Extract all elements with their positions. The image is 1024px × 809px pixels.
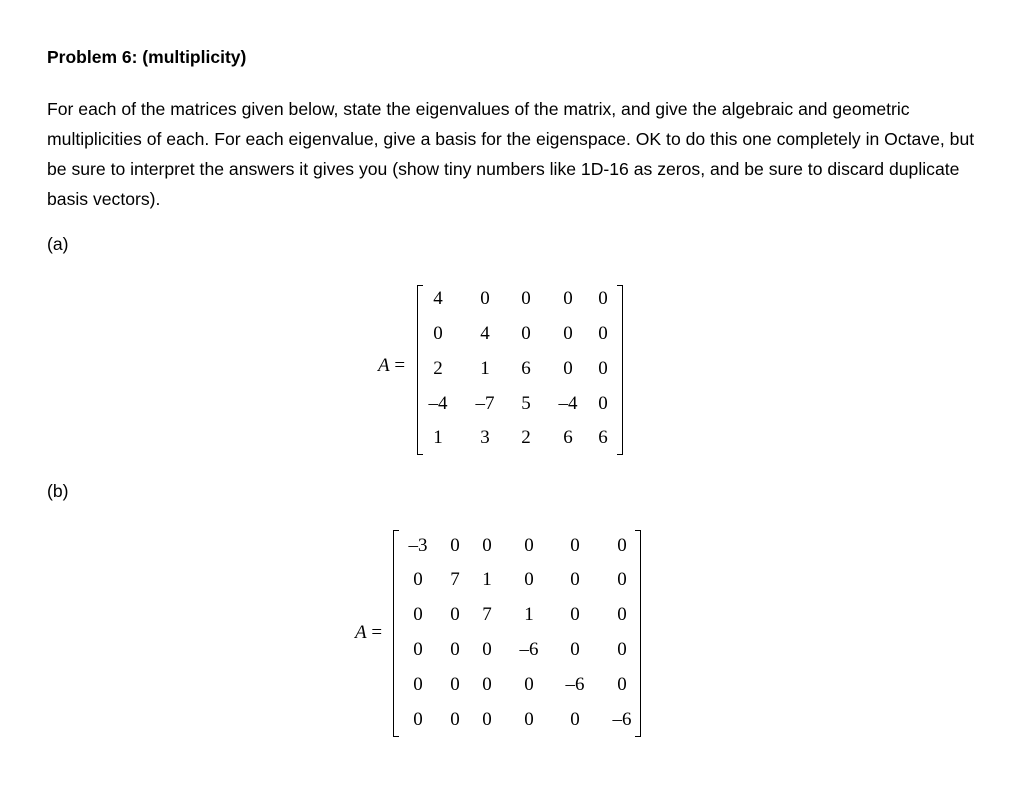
part-b-right-bracket <box>635 530 641 737</box>
part-b-matrix-cell: 0 <box>617 639 627 660</box>
part-b-equation-label <box>355 622 382 644</box>
part-b-matrix-cell: 0 <box>450 535 460 556</box>
part-a-matrix-cell: 0 <box>598 393 608 414</box>
part-b-matrix-cell: 0 <box>482 709 492 730</box>
part-b-matrix-cell: –6 <box>565 674 585 695</box>
part-a-matrix-cell: 0 <box>563 323 573 344</box>
part-b-matrix-cell: 0 <box>413 604 423 625</box>
part-a-matrix-cell: 2 <box>433 358 443 379</box>
problem-instructions: For each of the matrices given below, state the eigenvalues of the matrix, and give the algebraic and geometric multiplicities of each. For each eigenvalue, give a basis for the eigenspace. OK to do this one completely in Octave, but be sure to interpret the answers it gives you (show tiny numbers like 1D-16 as zeros, and be sure to discard duplicate basis vectors). <box>47 99 975 209</box>
part-a-matrix-cell: –4 <box>558 393 578 414</box>
part-a-matrix-cell: 0 <box>480 288 490 309</box>
part-a-matrix-cell: 1 <box>433 427 443 448</box>
part-a-matrix-cell: 0 <box>563 288 573 309</box>
part-b-label: (b) <box>47 481 69 501</box>
part-b-matrix-cell: 0 <box>450 709 460 730</box>
part-b-matrix-cell: 0 <box>482 535 492 556</box>
part-b-matrix <box>393 530 641 737</box>
part-b-matrix-cell: 0 <box>617 535 627 556</box>
part-b-matrix-cell: 0 <box>413 674 423 695</box>
part-b-matrix-cell: 0 <box>570 535 580 556</box>
part-b-matrix-cell: 0 <box>482 674 492 695</box>
part-b-matrix-cell: 0 <box>413 639 423 660</box>
part-b-matrix-cell: 0 <box>482 639 492 660</box>
part-b-matrix-cell: –6 <box>519 639 539 660</box>
part-b-matrix-cell: 0 <box>450 604 460 625</box>
part-b-matrix-cell: 1 <box>524 604 534 625</box>
part-a-matrix-cell: 0 <box>433 323 443 344</box>
part-a-matrix-cell: 6 <box>521 358 531 379</box>
part-b-matrix-cell: 0 <box>524 569 534 590</box>
part-a-label: (a) <box>47 234 69 254</box>
part-a-matrix-cell: 0 <box>598 288 608 309</box>
part-a-matrix-cell: 4 <box>480 323 490 344</box>
part-b-matrix-cell: 0 <box>524 709 534 730</box>
part-b-matrix-cell: 0 <box>450 639 460 660</box>
part-b-matrix-cell: 0 <box>617 569 627 590</box>
part-a-matrix-name: A <box>378 355 390 376</box>
part-b-matrix-cell: 0 <box>450 674 460 695</box>
part-a-matrix-cell: 4 <box>433 288 443 309</box>
part-b-matrix-cell: 0 <box>617 674 627 695</box>
part-b-matrix-cell: 0 <box>524 674 534 695</box>
problem-title: Problem 6: (multiplicity) <box>47 47 247 67</box>
part-a-matrix-cell: 0 <box>521 288 531 309</box>
part-b-matrix-cell: 0 <box>413 709 423 730</box>
part-b-matrix-cell: 7 <box>450 569 460 590</box>
part-a-matrix-cell: 5 <box>521 393 531 414</box>
part-a-matrix-cell: 2 <box>521 427 531 448</box>
part-a-matrix <box>417 285 623 455</box>
part-b-matrix-cell: 0 <box>570 604 580 625</box>
part-a-matrix-cell: –7 <box>475 393 495 414</box>
part-b-matrix-cell: 7 <box>482 604 492 625</box>
part-a-matrix-cell: 6 <box>563 427 573 448</box>
part-b-matrix-cell: –6 <box>612 709 632 730</box>
part-a-matrix-cell: 0 <box>563 358 573 379</box>
part-b-equals: = <box>371 622 383 643</box>
part-a-matrix-cell: 3 <box>480 427 490 448</box>
part-b-left-bracket <box>393 530 399 737</box>
part-a-matrix-cell: –4 <box>428 393 448 414</box>
part-a-matrix-cell: 0 <box>598 323 608 344</box>
part-a-matrix-cell: 0 <box>598 358 608 379</box>
part-b-matrix-cell: 0 <box>570 639 580 660</box>
part-a-matrix-cell: 0 <box>521 323 531 344</box>
part-b-matrix-cell: 1 <box>482 569 492 590</box>
part-a-matrix-cell: 1 <box>480 358 490 379</box>
part-b-matrix-cell: 0 <box>617 604 627 625</box>
part-b-matrix-cell: 0 <box>524 535 534 556</box>
part-b-matrix-name: A <box>355 622 367 643</box>
part-a-matrix-cell: 6 <box>598 427 608 448</box>
part-b-matrix-cell: 0 <box>570 569 580 590</box>
part-a-equals: = <box>394 355 406 376</box>
part-b-matrix-cell: 0 <box>413 569 423 590</box>
part-a-equation-label <box>378 355 405 377</box>
part-b-matrix-cell: 0 <box>570 709 580 730</box>
part-b-matrix-cell: –3 <box>408 535 428 556</box>
